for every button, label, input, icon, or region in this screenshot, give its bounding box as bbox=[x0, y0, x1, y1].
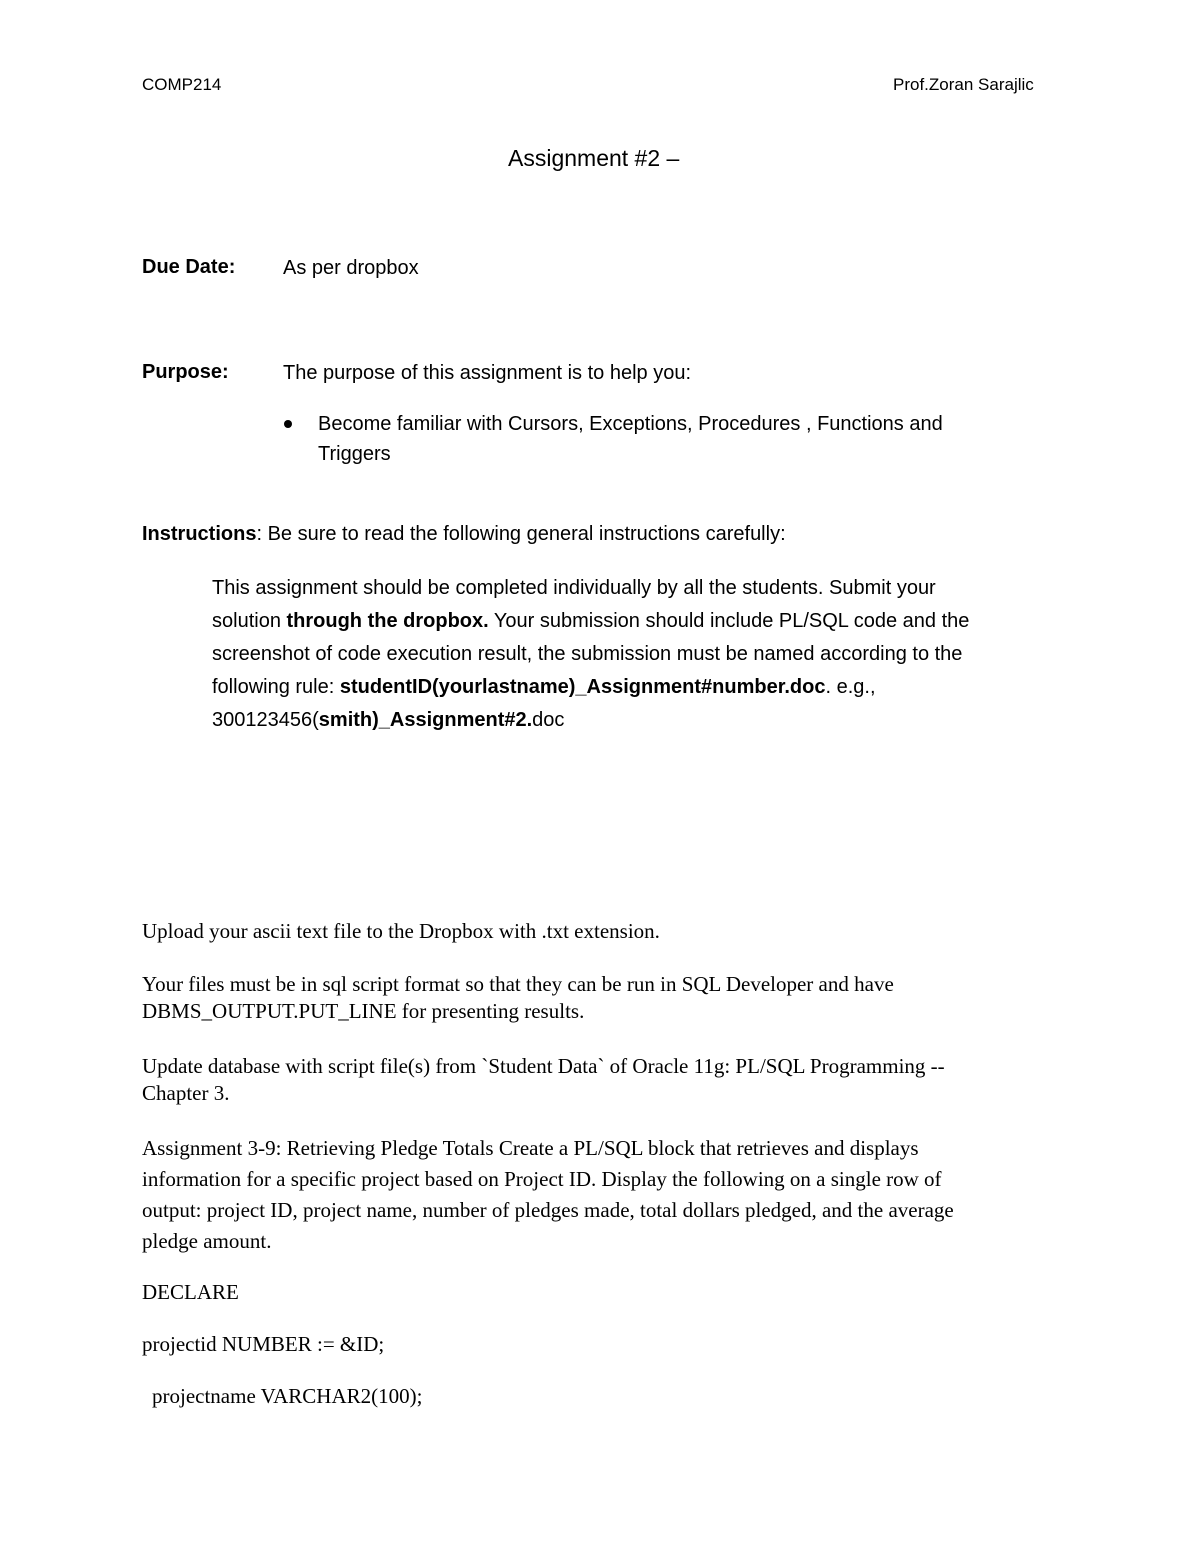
bullet-icon bbox=[284, 420, 292, 428]
paragraph-update-db-line2: Chapter 3. bbox=[142, 1081, 230, 1105]
page-title: Assignment #2 – bbox=[508, 145, 680, 171]
instructions-line5 bbox=[212, 704, 1072, 737]
paragraph-sql-format bbox=[142, 969, 1072, 1027]
professor-name: Prof.Zoran Sarajlic bbox=[893, 75, 1034, 94]
paragraph-assignment-line1: Assignment 3-9: Retrieving Pledge Totals Create a PL/SQL block that retrieves and displays bbox=[142, 1136, 919, 1160]
instructions-line5-c: doc bbox=[532, 709, 565, 731]
instructions-line4-c: . e.g., bbox=[825, 676, 876, 698]
instructions-example-filename: smith)_Assignment#2. bbox=[318, 709, 533, 731]
paragraph-assignment-line2: information for a specific project based on Project ID. Display the following on a single row of bbox=[142, 1167, 942, 1191]
paragraph-assignment-line4: pledge amount. bbox=[142, 1229, 272, 1253]
code-line-declare: DECLARE bbox=[142, 1280, 239, 1304]
purpose-bullet-line2: Triggers bbox=[318, 443, 391, 465]
purpose-label: Purpose: bbox=[142, 361, 229, 383]
instructions-line3: screenshot of code execution result, the submission must be named according to the bbox=[212, 643, 963, 665]
instructions-heading bbox=[142, 523, 786, 546]
instructions-line4-a: following rule: bbox=[212, 676, 340, 698]
instructions-line5-a: 300123456( bbox=[212, 709, 319, 731]
instructions-line2-c: Your submission should include PL/SQL code and the bbox=[488, 610, 970, 632]
instructions-filename-rule: studentID(yourlastname)_Assignment#number.doc bbox=[339, 676, 826, 698]
code-projectid bbox=[142, 1329, 1072, 1360]
purpose-intro: The purpose of this assignment is to help you: bbox=[283, 362, 692, 384]
instructions-colon: : bbox=[256, 523, 263, 545]
course-code: COMP214 bbox=[142, 75, 222, 94]
instructions-line2-a: solution bbox=[212, 610, 287, 632]
instructions-block bbox=[212, 572, 1072, 737]
instructions-line4 bbox=[212, 671, 1072, 704]
paragraph-update-db-line1: Update database with script file(s) from `Student Data` of Oracle 11g: PL/SQL Programming -- bbox=[142, 1054, 945, 1078]
instructions-line2-bold: through the dropbox. bbox=[286, 610, 489, 632]
code-line-projectid: projectid NUMBER := &ID; bbox=[142, 1332, 385, 1356]
paragraph-update-db bbox=[142, 1051, 1072, 1109]
paragraph-upload-text: Upload your ascii text file to the Dropbox with .txt extension. bbox=[142, 919, 660, 943]
instructions-label: Instructions bbox=[142, 523, 257, 545]
code-projectname bbox=[152, 1381, 1082, 1412]
code-line-projectname: projectname VARCHAR2(100); bbox=[152, 1384, 423, 1408]
due-date-value: As per dropbox bbox=[283, 257, 419, 279]
instructions-intro: Be sure to read the following general instructions carefully: bbox=[262, 523, 786, 545]
paragraph-assignment-line3: output: project ID, project name, number of pledges made, total dollars pledged, and the average bbox=[142, 1198, 954, 1222]
due-date-label: Due Date: bbox=[142, 256, 236, 278]
paragraph-sql-format-line2: DBMS_OUTPUT.PUT_LINE for presenting results. bbox=[142, 999, 585, 1023]
instructions-line1: This assignment should be completed individually by all the students. Submit your bbox=[212, 577, 936, 599]
instructions-line2 bbox=[212, 605, 1072, 638]
paragraph-assignment-3-9 bbox=[142, 1133, 1072, 1257]
purpose-bullet-line1: Become familiar with Cursors, Exceptions, Procedures , Functions and bbox=[318, 413, 943, 435]
code-declare bbox=[142, 1277, 1072, 1308]
paragraph-upload bbox=[142, 916, 1072, 947]
paragraph-sql-format-line1: Your files must be in sql script format so that they can be run in SQL Developer and have bbox=[142, 972, 894, 996]
